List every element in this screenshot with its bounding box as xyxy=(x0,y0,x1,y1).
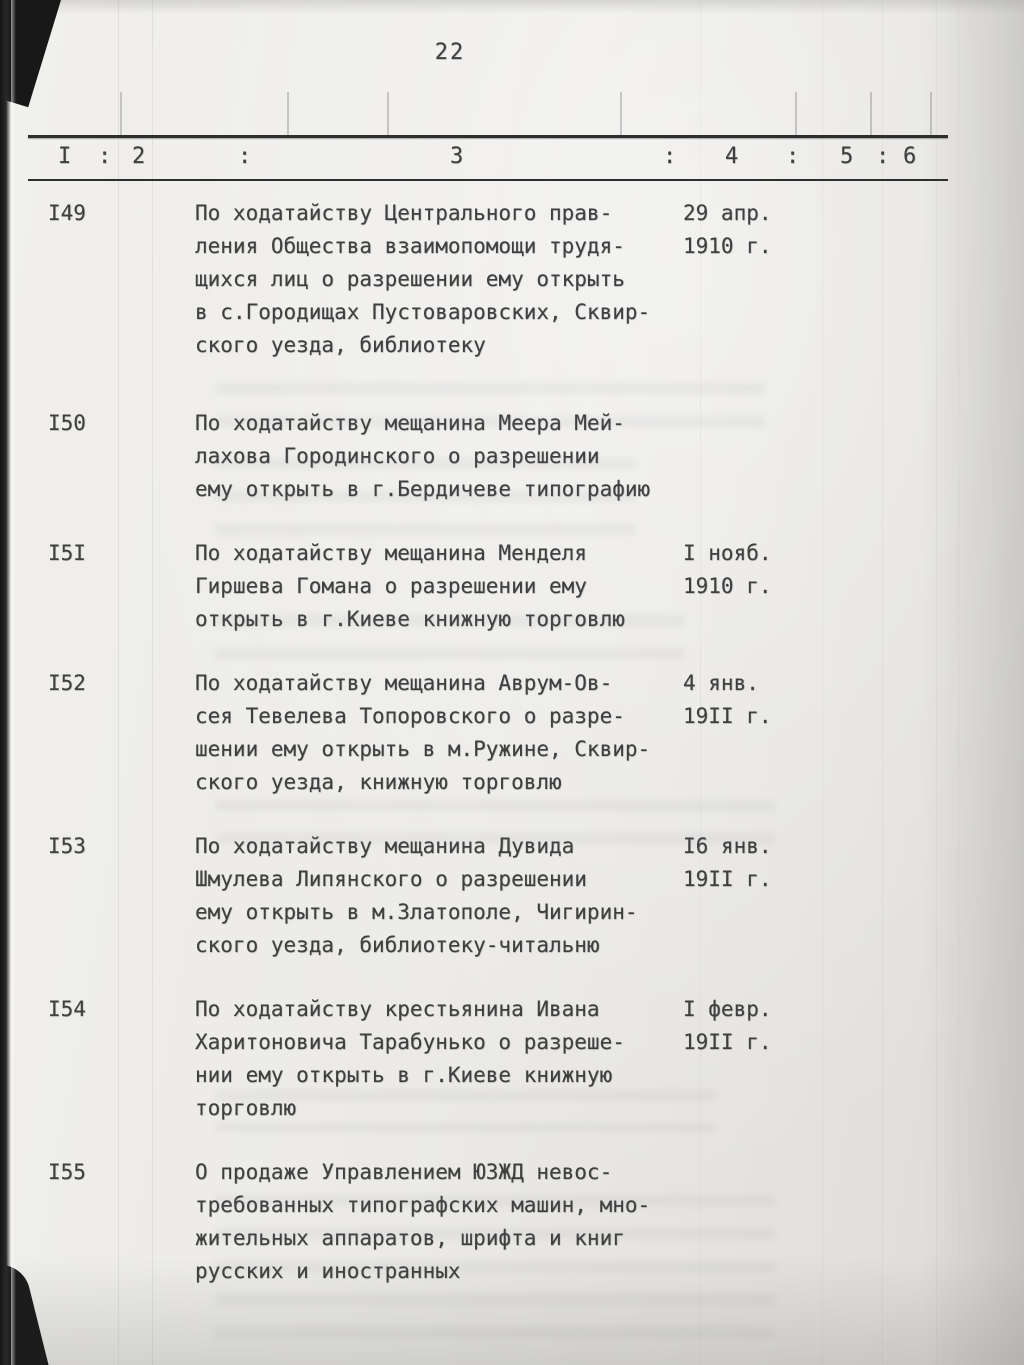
entry-date-line: I февр. xyxy=(683,997,772,1021)
entry-text xyxy=(195,537,683,636)
column-header-5: 5 xyxy=(840,144,854,169)
entry-text-line: сея Тевелева Топоровского о разре- xyxy=(195,704,625,728)
register-entry xyxy=(48,830,1024,962)
column-header-3: 3 xyxy=(450,144,464,169)
entry-text xyxy=(195,667,683,799)
entry-date xyxy=(683,993,1024,1125)
entry-text-line: Шмулева Липянского о разрешении xyxy=(195,867,587,891)
entry-text-line: нии ему открыть в г.Киеве книжную xyxy=(195,1063,613,1087)
entry-number: I5I xyxy=(48,541,86,565)
column-separator: : xyxy=(786,144,800,169)
column-tick xyxy=(287,92,289,136)
entry-text-line: ему открыть в м.Златополе, Чигирин- xyxy=(195,900,638,924)
entry-text-line: открыть в г.Киеве книжную торговлю xyxy=(195,607,625,631)
page-number: 22 xyxy=(434,40,466,65)
entry-date xyxy=(683,830,1024,962)
entry-date-line: I6 янв. xyxy=(683,834,772,858)
entry-date-line: 19II г. xyxy=(683,867,772,891)
entry-date-line: 1910 г. xyxy=(683,574,772,598)
entry-number: I52 xyxy=(48,671,86,695)
entry-text-line: По ходатайству крестьянина Ивана xyxy=(195,997,600,1021)
entry-text xyxy=(195,830,683,962)
table-header-row xyxy=(0,144,1024,176)
register-entry xyxy=(48,667,1024,799)
table-header-rule-bottom xyxy=(28,179,948,181)
column-header-1: I xyxy=(58,144,72,169)
column-header-4: 4 xyxy=(725,144,739,169)
entry-text-line: О продаже Управлением ЮЗЖД невос- xyxy=(195,1160,613,1184)
column-separator: : xyxy=(876,144,890,169)
entries-list xyxy=(0,197,1024,1319)
entry-text-line: лахова Городинского о разрешении xyxy=(195,444,600,468)
entry-text-line: По ходатайству Центрального прав- xyxy=(195,201,613,225)
entry-text-line: Гиршева Гомана о разрешении ему xyxy=(195,574,587,598)
entry-date-line: 4 янв. xyxy=(683,671,759,695)
entry-text-line: ского уезда, библиотеку-читальню xyxy=(195,933,600,957)
entry-text-line: русских и иностранных xyxy=(195,1259,461,1283)
entry-text-line: ского уезда, книжную торговлю xyxy=(195,770,562,794)
entry-date xyxy=(683,537,1024,636)
column-header-2: 2 xyxy=(132,144,146,169)
column-tick xyxy=(930,92,932,136)
column-tick xyxy=(795,92,797,136)
entry-text-line: жительных аппаратов, шрифта и книг xyxy=(195,1226,625,1250)
entry-text xyxy=(195,407,683,506)
entry-date-line: 19II г. xyxy=(683,1030,772,1054)
entry-number: I49 xyxy=(48,201,86,225)
column-tick xyxy=(870,92,872,136)
entry-text-line: По ходатайству мещанина Меера Мей- xyxy=(195,411,625,435)
register-entry xyxy=(48,407,1024,506)
entry-text xyxy=(195,197,683,362)
entry-date-line: 29 апр. xyxy=(683,201,772,225)
entry-text-line: торговлю xyxy=(195,1096,297,1120)
entry-text-line: требованных типографских машин, мно- xyxy=(195,1193,651,1217)
entry-number: I50 xyxy=(48,411,86,435)
table-header-rule-top xyxy=(28,135,948,138)
register-entry xyxy=(48,993,1024,1125)
entry-text xyxy=(195,1156,683,1288)
entry-date xyxy=(683,407,1024,506)
entry-text-line: По ходатайству мещанина Дувида xyxy=(195,834,575,858)
entry-date-line: 1910 г. xyxy=(683,234,772,258)
column-tick xyxy=(120,92,122,136)
entry-date xyxy=(683,197,1024,362)
entry-text-line: По ходатайству мещанина Аврум-Ов- xyxy=(195,671,613,695)
column-tick xyxy=(620,92,622,136)
entry-text-line: ему открыть в г.Бердичеве типографию xyxy=(195,477,651,501)
entry-date-line: I нояб. xyxy=(683,541,772,565)
entry-text-line: По ходатайству мещанина Менделя xyxy=(195,541,587,565)
register-entry xyxy=(48,197,1024,362)
column-separator: : xyxy=(238,144,252,169)
entry-text xyxy=(195,993,683,1125)
register-entry xyxy=(48,537,1024,636)
entry-text-line: ления Общества взаимопомощи трудя- xyxy=(195,234,625,258)
entry-date xyxy=(683,667,1024,799)
entry-number: I54 xyxy=(48,997,86,1021)
entry-number: I53 xyxy=(48,834,86,858)
entry-date xyxy=(683,1156,1024,1288)
entry-date-line: 19II г. xyxy=(683,704,772,728)
entry-text-line: в с.Городищах Пустоваровских, Сквир- xyxy=(195,300,651,324)
entry-text-line: Харитоновича Тарабунько о разреше- xyxy=(195,1030,625,1054)
entry-number: I55 xyxy=(48,1160,86,1184)
column-tick xyxy=(387,92,389,136)
entry-text-line: щихся лиц о разрешении ему открыть xyxy=(195,267,625,291)
column-header-6: 6 xyxy=(903,144,917,169)
register-entry xyxy=(48,1156,1024,1288)
column-separator: : xyxy=(98,144,112,169)
entry-text-line: ского уезда, библиотеку xyxy=(195,333,486,357)
column-separator: : xyxy=(663,144,677,169)
entry-text-line: шении ему открыть в м.Ружине, Сквир- xyxy=(195,737,651,761)
